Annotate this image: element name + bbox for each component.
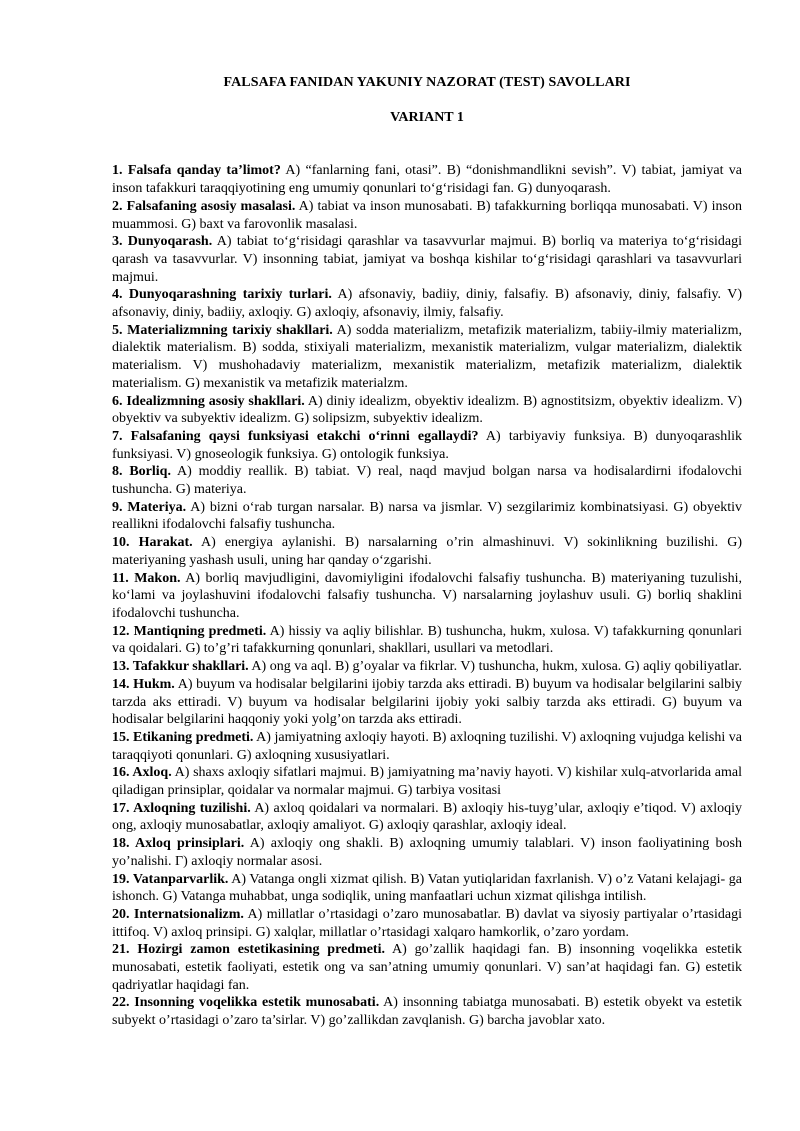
question-lead: 6. Idealizmning asosiy shakllari. bbox=[112, 393, 305, 409]
question-body: A) “fanlarning fani, otasi”. B) “donishmandlikni sevish”. V) tabiat, jamiyat va inson tafakkuri taraqqiyotining eng umumiy qonunlari toʻgʻrisidagi fan. G) dunyoqarash. bbox=[112, 163, 742, 197]
question-body: A) go’zallik haqidagi fan. B) insonning voqelikka estetik munosabati, estetik faoliyati, estetik ong va san’atning umumiy qonunlari. V) san’at haqidagi fan. G) estetik qadriyatlar haqidagi fan. bbox=[112, 942, 742, 993]
question-13 bbox=[112, 658, 742, 676]
question-body: A) afsonaviy, badiiy, diniy, falsafiy. B) afsonaviy, diniy, falsafiy. V) afsonaviy, diniy, badiiy, axloqiy. G) axloqiy, afsonaviy, ilmiy, falsafiy. bbox=[112, 287, 742, 321]
question-lead: 20. Internatsionalizm. bbox=[112, 906, 244, 922]
question-body: A) energiya aylanishi. B) narsalarning o’rin almashinuvi. V) sokinlikning buzilishi. G) materiyaning yashash usuli, uning har qanday oʻzgarishi. bbox=[112, 535, 742, 568]
question-lead: 9. Materiya. bbox=[112, 499, 187, 515]
question-body: A) jamiyatning axloqiy hayoti. B) axloqning tuzilishi. V) axloqning vujudga kelishi va taraqqiyoti qonunlari. G) axloqning xususiyatlari. bbox=[112, 729, 742, 763]
question-body: A) sodda materializm, metafizik materializm, tabiiy-ilmiy materializm, dialektik materialism. B) sodda, stixiyali materializm, mexanistik materializm, vulgar materializm, dialektik materialism. V) mushohadaviy materializm, mexanistik materializm, metafizik materializm, dialektik materialism. G) mexanistik va metafizik materialzm. bbox=[112, 322, 742, 391]
question-body: A) bizni oʻrab turgan narsalar. B) narsa va jismlar. V) sezgilarimiz kombinatsiyasi. G) obyektiv reallikni ifodalovchi falsafiy tushuncha. bbox=[112, 499, 742, 533]
question-10 bbox=[112, 534, 742, 569]
question-lead: 7. Falsafaning qaysi funksiyasi etakchi oʻrinni egallaydi? bbox=[112, 428, 479, 444]
variant-heading: VARIANT 1 bbox=[390, 109, 464, 125]
question-lead: 13. Tafakkur shakllari. bbox=[112, 659, 249, 675]
question-6 bbox=[112, 393, 742, 428]
question-body: A) shaxs axloqiy sifatlari majmui. B) jamiyatning ma’naviy hayoti. V) kishilar xulq-atvorlarida amal qiladigan prinsiplar, qoidalar va normalar majmui. G) tarbiya vositasi bbox=[112, 765, 743, 799]
question-body: A) tarbiyaviy funksiya. B) dunyoqarashlik funksiyasi. V) gnoseologik funksiya. G) ontologik funksiya. bbox=[112, 428, 742, 462]
question-lead: 18. Axloq prinsiplari. bbox=[112, 836, 245, 852]
question-12 bbox=[112, 623, 742, 658]
question-15 bbox=[112, 729, 742, 764]
question-body: A) ong va aql. B) g’oyalar va fikrlar. V) tushuncha, hukm, xulosa. G) aqliy qobiliyatlar. bbox=[248, 659, 742, 675]
question-lead: 11. Makon. bbox=[112, 570, 181, 586]
question-lead: 14. Hukm. bbox=[112, 676, 175, 692]
question-14 bbox=[112, 676, 742, 729]
question-4 bbox=[112, 286, 742, 321]
question-lead: 22. Insonning voqelikka estetik munosabati. bbox=[112, 995, 380, 1011]
question-2 bbox=[112, 198, 742, 233]
question-lead: 10. Harakat. bbox=[112, 535, 193, 551]
question-18 bbox=[112, 835, 742, 870]
question-17 bbox=[112, 800, 742, 835]
question-7 bbox=[112, 428, 742, 463]
text-column bbox=[112, 0, 742, 1030]
question-lead: 15. Etikaning predmeti. bbox=[112, 729, 254, 745]
question-body: A) Vatanga ongli xizmat qilish. B) Vatan yutiqlaridan faxrlanish. V) o’z Vatani kelajagi- ga ishonch. G) Vatanga muhabbat, unga sodiqlik, uning manfaatlari uchun xizmat qilishga intilish. bbox=[112, 871, 742, 905]
document-title: FALSAFA FANIDAN YAKUNIY NAZORAT (TEST) SAVOLLARI bbox=[223, 75, 631, 90]
question-body: A) borliq mavjudligini, davomiyligini ifodalovchi falsafiy tushuncha. B) materiyaning tuzulishi, koʻlami va joylashuvini ifodalovchi falsafiy tushuncha. V) narsalarning joylashuv usuli. G) borliq shaklini ifodalovchi tushuncha. bbox=[112, 570, 742, 621]
question-lead: 21. Hozirgi zamon estetikasining predmeti. bbox=[112, 942, 385, 958]
question-5 bbox=[112, 322, 742, 393]
question-list bbox=[112, 162, 742, 1029]
question-lead: 19. Vatanparvarlik. bbox=[112, 871, 229, 887]
question-body: A) buyum va hodisalar belgilarini ijobiy tarzda aks ettiradi. B) buyum va hodisalar belgilarini salbiy tarzda aks ettiradi. V) buyum va hodisalar belgilarini ijobiy yoki salbiy tarzda aks ettiradi. G) buyum va hodisalar belgilarini haqqoniy yoki yolg’on tarzda aks ettiradi. bbox=[112, 676, 742, 728]
question-lead: 2. Falsafaning asosiy masalasi. bbox=[112, 198, 296, 214]
question-lead: 5. Materializmning tarixiy shakllari. bbox=[112, 322, 333, 338]
question-body: A) axloq qoidalari va normalari. B) axloqiy his-tuyg’ular, axloqiy e’tiqod. V) axloqiy ong, axloqiy munosabatlar, axloqiy amaliyot. G) axloqiy qarashlar, axloqiy ideal. bbox=[112, 800, 742, 834]
question-21 bbox=[112, 941, 742, 994]
question-lead: 17. Axloqning tuzilishi. bbox=[112, 800, 251, 816]
question-body: A) tabiat toʻgʻrisidagi qarashlar va tasavvurlar majmui. B) borliq va materiya toʻgʻrisidagi qarash va tasavvurlar. V) insonning tabiat, jamiyat va boshqa kishilar toʻgʻrisidagi qarashlari va tasavvurlari majmui. bbox=[112, 234, 743, 285]
question-body: A) millatlar o’rtasidagi o’zaro munosabatlar. B) davlat va siyosiy partiyalar o’rtasidagi ittifoq. V) axloq prinsipi. G) xalqlar, millatlar o’rtasidagi xalqaro hamkorlik, o’zaro yordam. bbox=[112, 906, 742, 940]
question-20 bbox=[112, 906, 742, 941]
question-body: A) diniy idealizm, obyektiv idealizm. B) agnostitsizm, obyektiv idealizm. V) obyektiv va subyektiv idealizm. G) solipsizm, subyektiv idealizm. bbox=[112, 393, 742, 427]
question-body: A) axloqiy ong shakli. B) axloqning umumiy talablari. V) inson faoliyatining bosh yo’nalishi. Γ) axloqiy normalar asosi. bbox=[112, 836, 742, 869]
question-8 bbox=[112, 463, 742, 498]
question-16 bbox=[112, 764, 742, 799]
question-body: A) insonning tabiatga munosabati. B) estetik obyekt va estetik subyekt o’rtasidagi o’zaro ta’sirlar. V) go’zallikdan zavqlanish. G) barcha javoblar xato. bbox=[112, 995, 742, 1029]
question-lead: 8. Borliq. bbox=[112, 464, 171, 480]
question-22 bbox=[112, 994, 742, 1029]
question-lead: 16. Axloq. bbox=[112, 765, 172, 781]
question-lead: 12. Mantiqning predmeti. bbox=[112, 623, 267, 639]
question-lead: 3. Dunyoqarash. bbox=[112, 234, 213, 250]
question-3 bbox=[112, 233, 742, 286]
question-1 bbox=[112, 162, 742, 197]
question-9 bbox=[112, 499, 742, 534]
question-body: A) moddiy reallik. B) tabiat. V) real, naqd mavjud bolgan narsa va hodisalardirni ifodalovchi tushuncha. G) materiya. bbox=[112, 464, 742, 498]
question-19 bbox=[112, 871, 742, 906]
question-lead: 4. Dunyoqarashning tarixiy turlari. bbox=[112, 287, 332, 303]
question-body: A) hissiy va aqliy bilishlar. B) tushuncha, hukm, xulosa. V) tafakkurning qonunlari va qoidalari. G) to’g’ri tafakkurning qonunlari, shakllari, usullari va metodlari. bbox=[112, 623, 742, 657]
question-11 bbox=[112, 570, 742, 623]
question-body: A) tabiat va inson munosabati. B) tafakkurning borliqqa munosabati. V) inson muammosi. G) baxt va farovonlik masalasi. bbox=[112, 198, 742, 232]
question-lead: 1. Falsafa qanday ta’limot? bbox=[112, 163, 281, 179]
